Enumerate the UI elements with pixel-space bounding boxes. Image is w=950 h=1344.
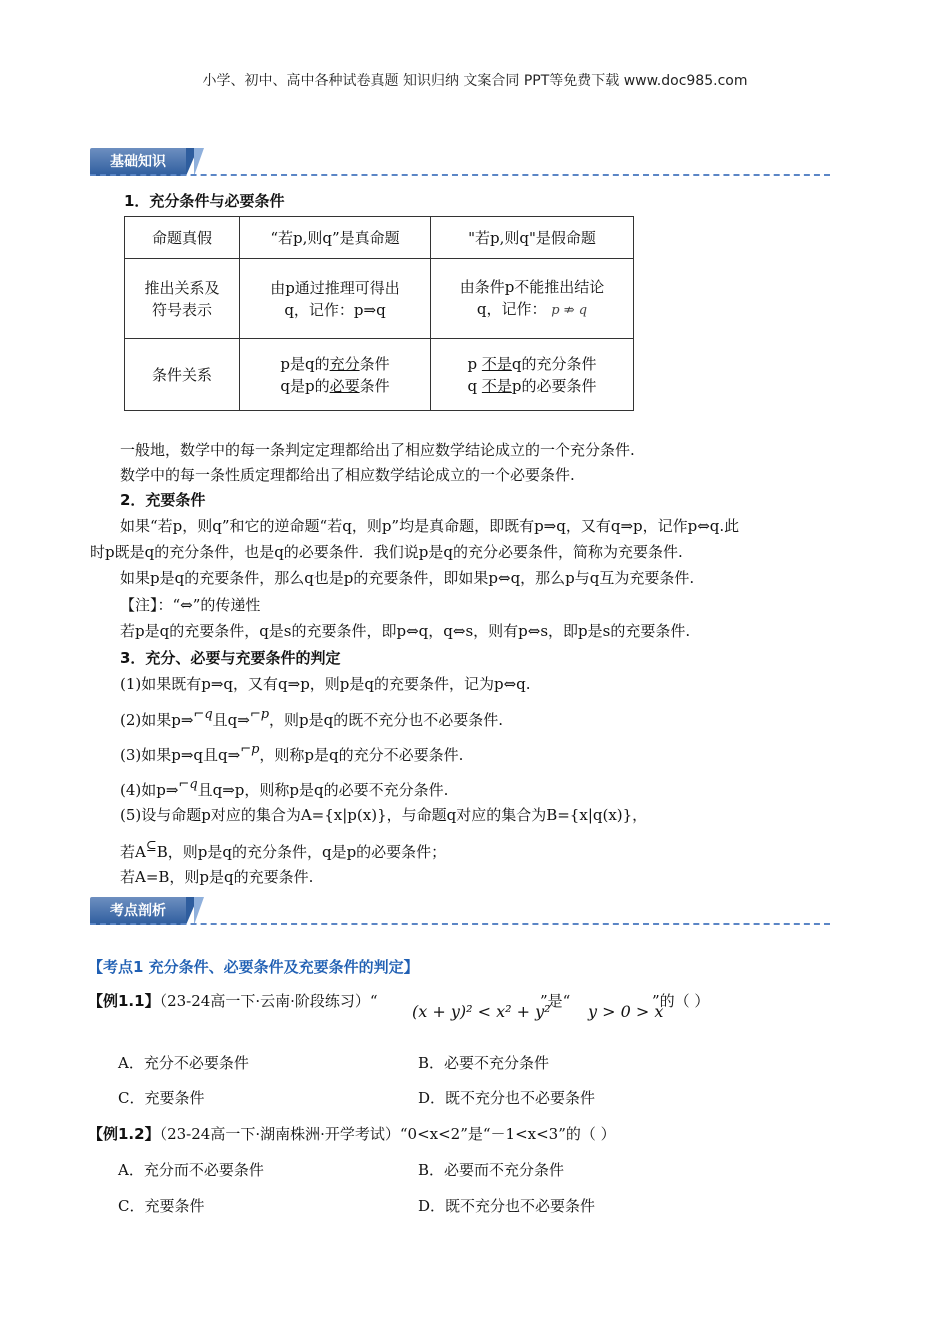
option-d[interactable]: D．既不充分也不必要条件 (418, 1197, 596, 1215)
condition-table (124, 216, 634, 411)
table-cell: 命题真假 (125, 217, 240, 259)
criteria-item (120, 839, 446, 862)
item-text: (2)如果p⇒ (120, 711, 194, 729)
table-row (125, 339, 634, 411)
cell-text: p是q的 (280, 354, 330, 373)
table-cell (431, 259, 634, 339)
example-text: （23-24高一下·湖南株洲·开学考试）“0<x<2”是“－1<x<3”的（ ） (159, 1125, 616, 1143)
cell-line: 符号表示 (151, 300, 212, 319)
cell-text: 条件 (359, 354, 390, 373)
example-1-2-stem (88, 1123, 616, 1144)
item-text: 且q⇒p，则称p是q的必要不充分条件. (197, 781, 449, 799)
page-header: 小学、初中、高中各种试卷真题 知识归纳 文案合同 PPT等免费下载 www.doc985.com (202, 73, 748, 89)
cell-text: q的充分条件 (511, 354, 597, 373)
example-text: ”的（ ） (652, 992, 710, 1010)
table-cell (240, 339, 431, 411)
example-text: ”是“ (540, 992, 571, 1010)
option-b[interactable]: B．必要不充分条件 (418, 1054, 550, 1072)
table-cell: "若p,则q"是假命题 (431, 217, 634, 259)
banner-dashed-line (90, 174, 830, 176)
table-cell: “若p,则q”是真命题 (240, 217, 431, 259)
option-d[interactable]: D．既不充分也不必要条件 (418, 1089, 596, 1107)
table-cell (431, 339, 634, 411)
cell-line (246, 375, 424, 397)
cell-text: p (467, 354, 482, 373)
example-1-1-stem (88, 990, 378, 1011)
option-a[interactable]: A．充分而不必要条件 (118, 1161, 264, 1179)
negation-symbol: ⌐p (240, 742, 260, 757)
section-banner-analysis (90, 897, 830, 925)
banner-wedge (194, 148, 204, 176)
negation-symbol: ⌐p (249, 707, 270, 722)
section-title-analysis: 考点剖析 (90, 897, 186, 925)
cell-text: q是p的 (280, 376, 330, 395)
option-a[interactable]: A．充分不必要条件 (118, 1054, 249, 1072)
criteria-item: 若A=B，则p是q的充要条件. (120, 868, 314, 886)
cell-text: p的必要条件 (511, 376, 597, 395)
note-line: 【注】：“⇔”的传递性 (120, 596, 261, 614)
cell-text: q，记作： (476, 299, 547, 318)
not-implies-symbol: p ⇏ q (551, 302, 588, 318)
item-text: B，则p是q的充分条件，q是p的必要条件； (156, 843, 447, 861)
cell-text: q (467, 376, 482, 395)
cell-line (437, 375, 627, 397)
paragraph-line: 时p既是q的充分条件，也是q的必要条件．我们说p是q的充分必要条件，简称为充要条件. (90, 543, 683, 561)
underlined-text: 不是 (481, 354, 512, 373)
section-banner-basic (90, 148, 830, 176)
cell-line: q，记作：p⇒q (284, 300, 386, 319)
paragraph-line: 若p是q的充要条件，q是s的充要条件，即p⇔q，q⇔s，则有p⇔s，即p是s的充要条件. (120, 622, 691, 640)
underlined-text: 必要 (329, 376, 360, 395)
example-label: 【例1.1】 (88, 992, 160, 1010)
underlined-text: 充分 (329, 354, 360, 373)
option-b[interactable]: B．必要而不充分条件 (418, 1161, 565, 1179)
cell-line: 由p通过推理可得出 (270, 278, 400, 297)
item-text: (3)如果p⇒q且q⇒ (120, 746, 241, 764)
negation-symbol: ⌐q (178, 777, 198, 792)
cell-text: 条件 (359, 376, 390, 395)
heading-2: 2．充要条件 (120, 491, 206, 509)
negation-symbol: ⌐q (193, 707, 213, 722)
cell-line: 由条件p不能推出结论 (459, 277, 605, 296)
criteria-item: (1)如果既有p⇒q，又有q⇒p，则p是q的充要条件，记为p⇔q. (120, 675, 531, 693)
banner-dashed-line (90, 923, 830, 925)
paragraph-line: 数学中的每一条性质定理都给出了相应数学结论成立的一个必要条件. (120, 466, 575, 484)
heading-1: 1．充分条件与必要条件 (124, 192, 285, 210)
option-c[interactable]: C．充要条件 (118, 1089, 205, 1107)
cell-line: 推出关系及 (144, 278, 220, 297)
table-cell (240, 259, 431, 339)
cell-line (246, 353, 424, 375)
cell-line (437, 353, 627, 375)
underlined-text: 不是 (481, 376, 512, 395)
paragraph-line: 一般地，数学中的每一条判定定理都给出了相应数学结论成立的一个充分条件. (120, 441, 635, 459)
item-text: 若A (120, 843, 146, 861)
example-text: （23-24高一下·云南·阶段练习）“ (159, 992, 378, 1010)
criteria-item (120, 707, 503, 730)
paragraph-line: 如果“若p，则q”和它的逆命题“若q，则p”均是真命题，即既有p⇒q，又有q⇒p，记作p⇔q.此 (120, 517, 740, 535)
kaodian-title: 【考点1 充分条件、必要条件及充要条件的判定】 (88, 958, 419, 976)
banner-wedge (194, 897, 204, 925)
criteria-item (120, 742, 463, 765)
option-c[interactable]: C．充要条件 (118, 1197, 205, 1215)
subset-symbol: ⊆ (145, 839, 157, 854)
table-row (125, 217, 634, 259)
math-expression: (x + y)² < x² + y² (412, 1002, 551, 1021)
item-text: 且q⇒ (212, 711, 250, 729)
criteria-item (120, 777, 448, 800)
section-title-basic: 基础知识 (90, 148, 186, 176)
table-row (125, 259, 634, 339)
item-text: ，则p是q的既不充分也不必要条件. (269, 711, 504, 729)
heading-3: 3．充分、必要与充要条件的判定 (120, 649, 341, 667)
criteria-item: (5)设与命题p对应的集合为A={x|p(x)}，与命题q对应的集合为B={x|q(x)}， (120, 806, 648, 824)
item-text: (4)如p⇒ (120, 781, 179, 799)
table-cell: 条件关系 (125, 339, 240, 411)
example-label: 【例1.2】 (88, 1125, 160, 1143)
cell-line (437, 298, 627, 322)
paragraph-line: 如果p是q的充要条件，那么q也是p的充要条件，即如果p⇔q，那么p与q互为充要条件. (120, 569, 695, 587)
table-cell (125, 259, 240, 339)
item-text: ，则称p是q的充分不必要条件. (259, 746, 464, 764)
math-expression: y > 0 > x (588, 1002, 664, 1021)
